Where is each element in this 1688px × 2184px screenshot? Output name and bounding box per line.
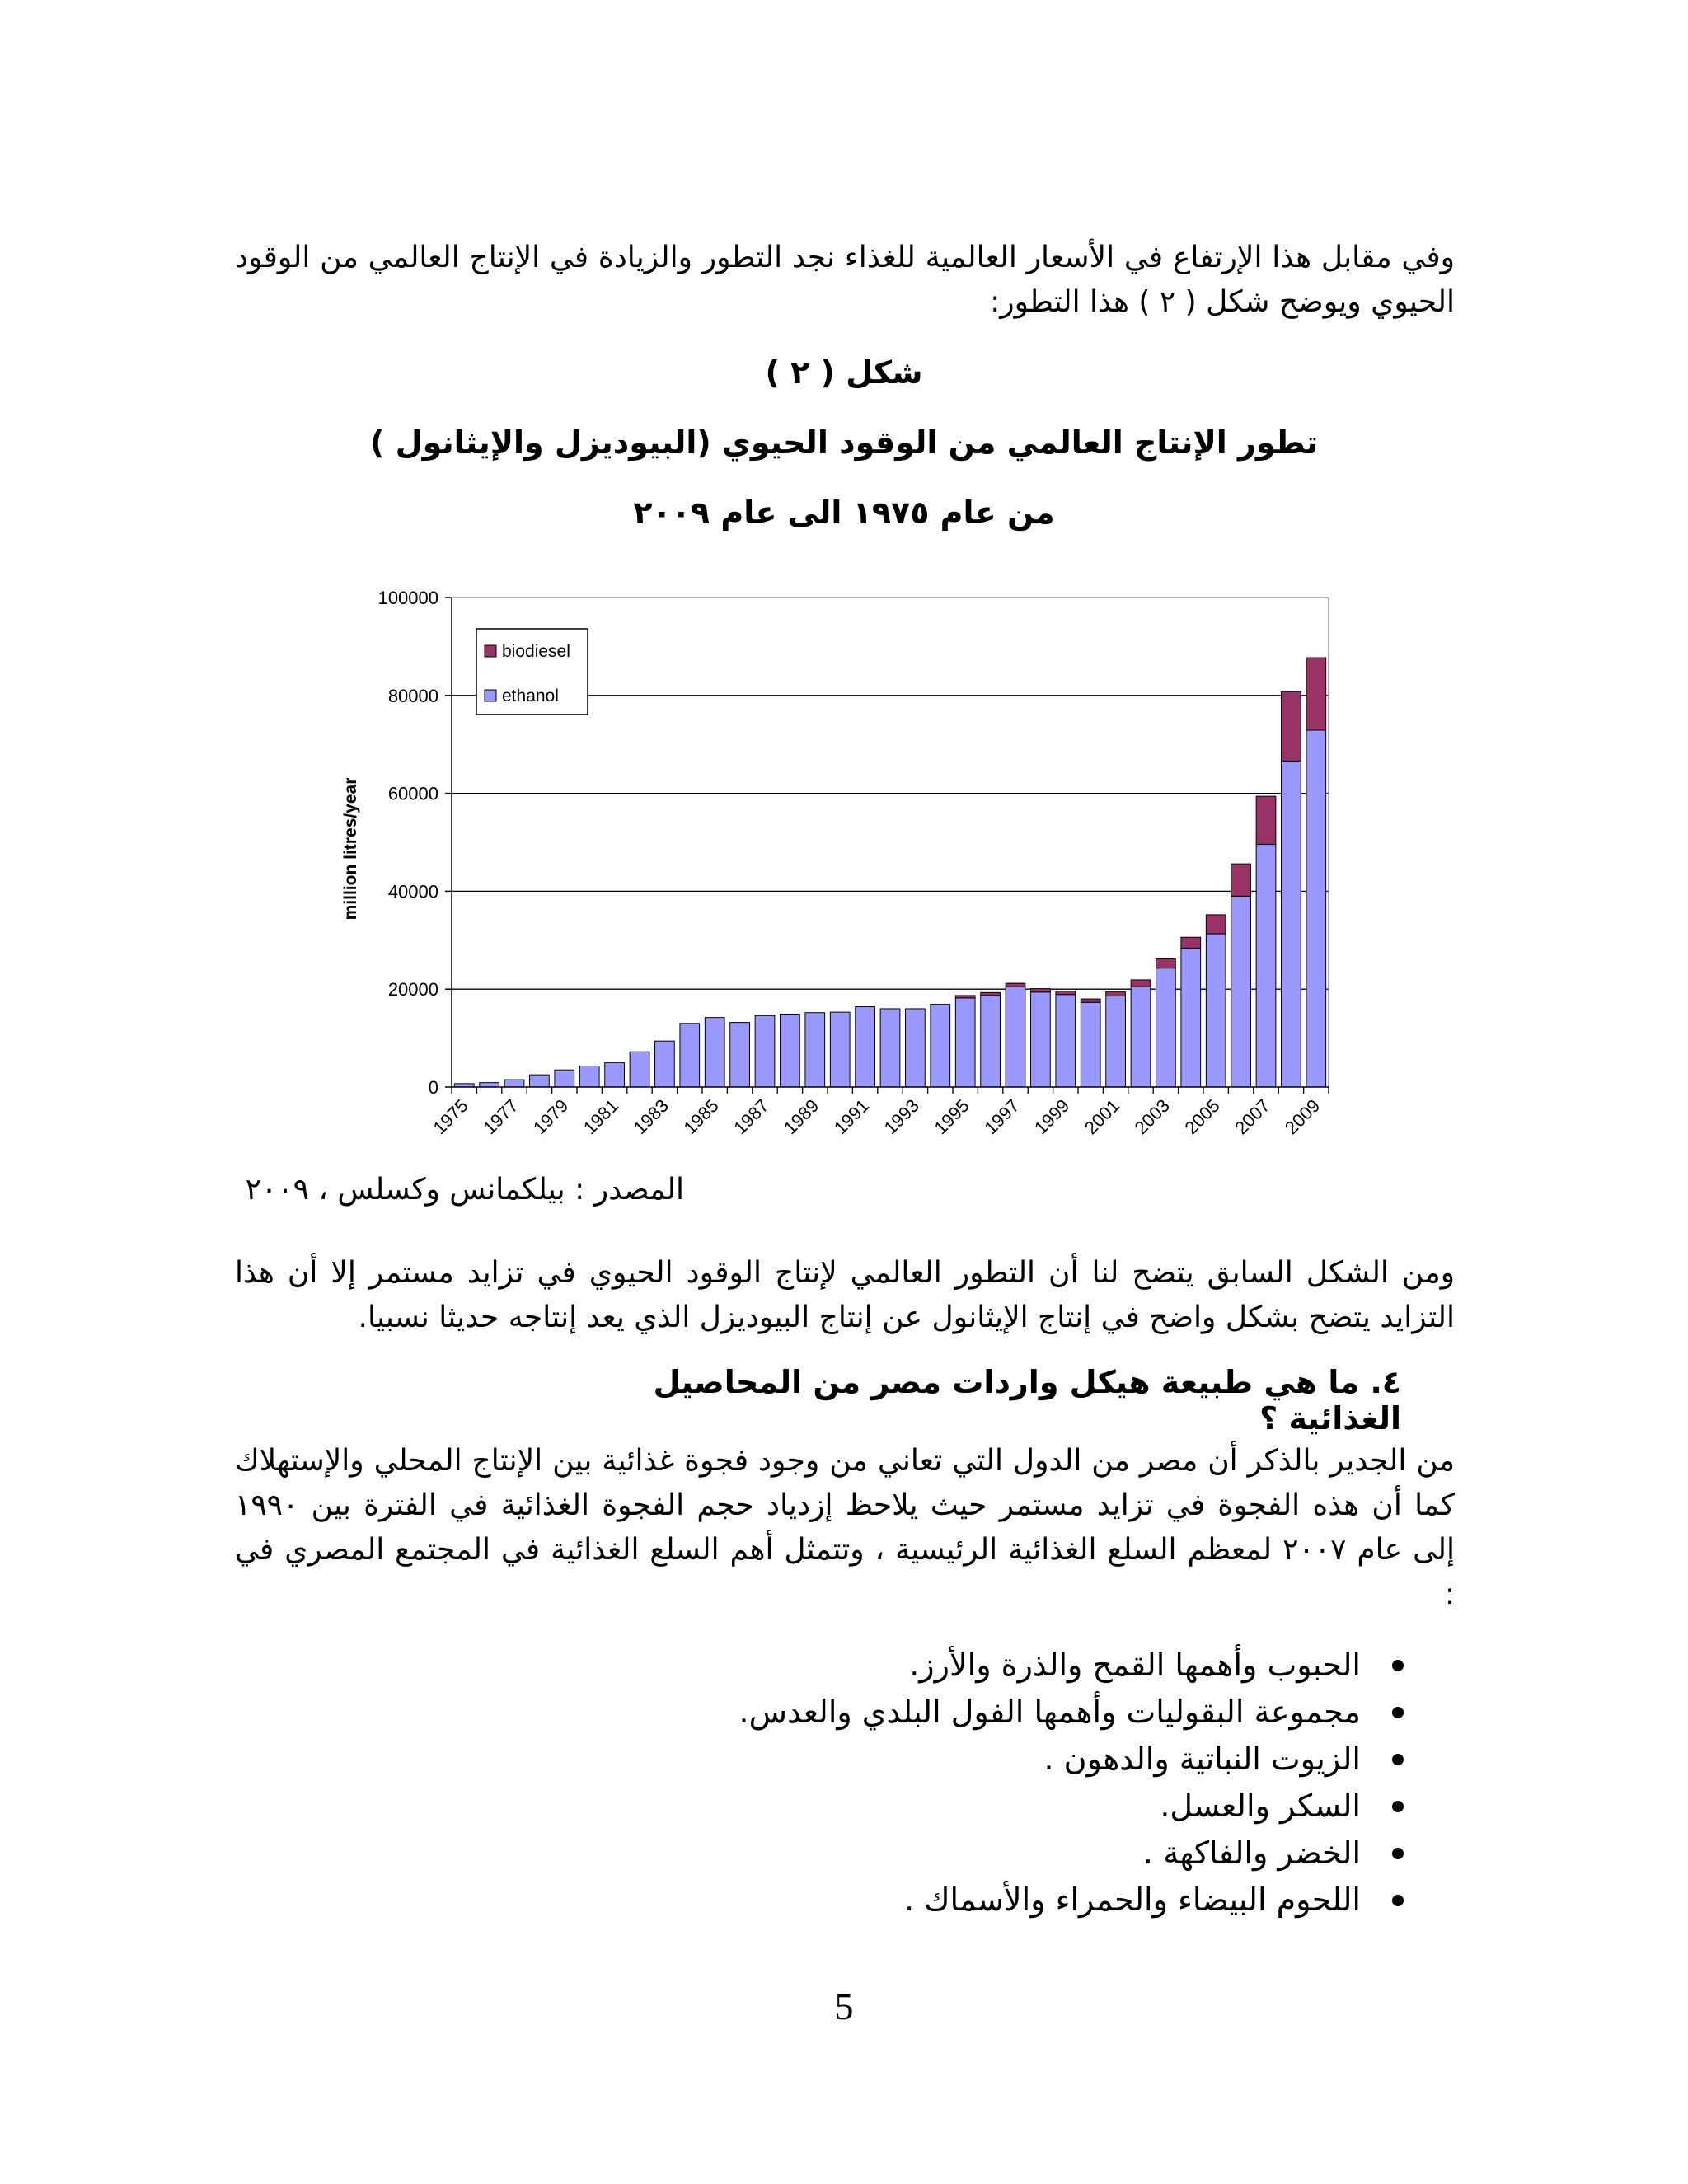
bullet-icon [1392, 1660, 1404, 1671]
list-item: السكر والعسل. [739, 1783, 1404, 1830]
x-tick-label-1989: 1989 [780, 1094, 823, 1139]
biofuel-production-chart [313, 577, 1352, 1170]
x-tick-label-1995: 1995 [930, 1094, 973, 1139]
bar-ethanol-1988 [781, 1014, 800, 1087]
legend-swatch-ethanol [485, 690, 496, 701]
bar-ethanol-2001 [1106, 996, 1126, 1087]
bar-biodiesel-1998 [1031, 989, 1051, 992]
bar-ethanol-1980 [579, 1066, 599, 1087]
x-tick-label-2009: 2009 [1281, 1094, 1325, 1139]
bar-ethanol-1981 [605, 1062, 625, 1087]
food-commodities-list [739, 1642, 1404, 1924]
section-paragraph: من الجدير بالذكر أن مصر من الدول التي تعاني من وجود فجوة غذائية بين الإنتاج المحلي والإستهلاك كما أن هذه الفجوة في تزايد مستمر حيث يلاحظ إزدياد حجم الفجوة الغذائية في الفترة بين ١٩٩٠ إلى عام ٢٠٠٧ لمعظم السلع الغذائية الرئيسية ، وتتمثل أهم السلع الغذائية في المجتمع المصري في : [235, 1444, 1455, 1611]
bar-ethanol-1998 [1031, 992, 1051, 1087]
bar-ethanol-1989 [805, 1013, 825, 1087]
list-item: الزيوت النباتية والدهون . [739, 1736, 1404, 1783]
x-tick-label-2001: 2001 [1080, 1094, 1124, 1139]
bar-ethanol-2000 [1081, 1002, 1100, 1087]
y-tick-label-20000: 20000 [387, 979, 438, 1001]
section-question-heading: ٤. ما هي طبيعة هيكل واردات مصر من المحاصيل الغذائية ؟ [653, 1364, 1401, 1436]
bar-ethanol-1982 [630, 1052, 649, 1087]
bar-ethanol-1983 [655, 1041, 675, 1087]
list-item: الخضر والفاكهة . [739, 1830, 1404, 1877]
x-tick-label-1983: 1983 [629, 1094, 673, 1139]
bar-biodiesel-2007 [1256, 796, 1276, 844]
bar-ethanol-2002 [1131, 987, 1151, 1087]
legend-swatch-biodiesel [485, 645, 496, 657]
y-tick-label-60000: 60000 [387, 783, 438, 804]
bullet-icon [1392, 1848, 1404, 1859]
bar-ethanol-1987 [755, 1015, 775, 1087]
figure-source: المصدر : بيلكمانس وكسلس ، ٢٠٠٩ [245, 1173, 684, 1207]
bar-biodiesel-1997 [1006, 983, 1025, 987]
bar-ethanol-1977 [504, 1080, 524, 1087]
bar-ethanol-1976 [480, 1083, 499, 1087]
intro-paragraph: وفي مقابل هذا الإرتفاع في الأسعار العالمية للغذاء نجد التطور والزيادة في الإنتاج العالمي من الوقود الحيوي ويوضح شكل ( ٢ ) هذا التطور: [235, 241, 1455, 319]
bar-ethanol-1979 [555, 1070, 574, 1087]
x-tick-label-2003: 2003 [1130, 1094, 1174, 1139]
chart-legend [476, 629, 588, 715]
bar-biodiesel-2009 [1306, 658, 1326, 730]
bar-ethanol-1986 [730, 1023, 750, 1087]
bullet-icon [1392, 1895, 1404, 1906]
list-item: مجموعة البقوليات وأهمها الفول البلدي والعدس. [739, 1689, 1404, 1736]
bar-biodiesel-2001 [1106, 991, 1126, 996]
bar-biodiesel-2008 [1282, 691, 1301, 761]
bar-ethanol-1984 [680, 1024, 700, 1087]
x-tick-label-1987: 1987 [729, 1094, 773, 1139]
bar-ethanol-1978 [530, 1075, 550, 1087]
bar-ethanol-2006 [1231, 896, 1251, 1087]
chart-y-axis-label: million litres/year [341, 777, 360, 921]
x-tick-label-1993: 1993 [879, 1094, 923, 1139]
x-tick-label-1975: 1975 [429, 1094, 472, 1139]
bar-ethanol-1993 [906, 1009, 926, 1087]
figure-subtitle: من عام ١٩٧٥ الى عام ٢٠٠٩ [633, 494, 1055, 531]
list-item: الحبوب وأهمها القمح والذرة والأرز. [739, 1642, 1404, 1689]
bar-biodiesel-2004 [1181, 937, 1201, 948]
bar-ethanol-2008 [1282, 761, 1301, 1087]
figure-title: تطور الإنتاج العالمي من الوقود الحيوي (البيوديزل والإيثانول ) [370, 424, 1318, 461]
bar-ethanol-2003 [1156, 968, 1176, 1087]
x-tick-label-1981: 1981 [579, 1094, 623, 1139]
bar-biodiesel-2003 [1156, 958, 1176, 968]
x-tick-label-1999: 1999 [1030, 1094, 1074, 1139]
y-tick-label-40000: 40000 [387, 881, 438, 902]
x-tick-label-1979: 1979 [529, 1094, 573, 1139]
bar-ethanol-2005 [1206, 934, 1226, 1087]
bar-ethanol-1997 [1006, 987, 1025, 1087]
bar-biodiesel-2005 [1206, 915, 1226, 934]
x-tick-label-2005: 2005 [1180, 1094, 1224, 1139]
legend-label-ethanol: ethanol [502, 687, 559, 705]
x-tick-label-1977: 1977 [479, 1094, 523, 1139]
bar-ethanol-1999 [1056, 995, 1076, 1087]
y-tick-label-100000: 100000 [377, 588, 438, 608]
x-tick-label-1991: 1991 [829, 1094, 874, 1139]
bullet-icon [1392, 1707, 1404, 1718]
bullet-icon [1392, 1801, 1404, 1812]
bar-ethanol-1990 [830, 1012, 850, 1087]
list-item: اللحوم البيضاء والحمراء والأسماك . [739, 1877, 1404, 1924]
bar-biodiesel-1999 [1056, 991, 1076, 995]
bullet-icon [1392, 1754, 1404, 1765]
bar-ethanol-1994 [931, 1005, 950, 1087]
bar-ethanol-2007 [1256, 844, 1276, 1087]
bar-ethanol-2009 [1306, 730, 1326, 1087]
bar-ethanol-2004 [1181, 948, 1201, 1087]
analysis-paragraph: ومن الشكل السابق يتضح لنا أن التطور العالمي لإنتاج الوقود الحيوي في تزايد مستمر إلا أن هذا التزايد يتضح بشكل واضح في إنتاج الإيثانول عن إنتاج البيوديزل الذي يعد إنتاجه حديثا نسبيا. [235, 1256, 1455, 1334]
bar-biodiesel-1995 [955, 996, 975, 998]
bar-ethanol-1991 [856, 1007, 875, 1087]
bar-biodiesel-2002 [1131, 980, 1151, 987]
figure-label: شكل ( ٢ ) [765, 354, 923, 391]
bar-biodiesel-2006 [1231, 864, 1251, 896]
bar-ethanol-1985 [705, 1018, 724, 1087]
bar-biodiesel-1996 [981, 992, 1001, 996]
bar-ethanol-1992 [880, 1009, 900, 1087]
bar-ethanol-1995 [955, 998, 975, 1087]
bar-ethanol-1996 [981, 996, 1001, 1087]
y-tick-label-0: 0 [428, 1077, 438, 1098]
x-tick-label-2007: 2007 [1231, 1094, 1274, 1139]
page-number: 5 [834, 1985, 854, 2027]
legend-label-biodiesel: biodiesel [502, 642, 570, 661]
bar-biodiesel-2000 [1081, 999, 1100, 1002]
x-tick-label-1997: 1997 [980, 1094, 1024, 1139]
y-tick-label-80000: 80000 [387, 685, 438, 706]
x-tick-label-1985: 1985 [679, 1094, 723, 1139]
